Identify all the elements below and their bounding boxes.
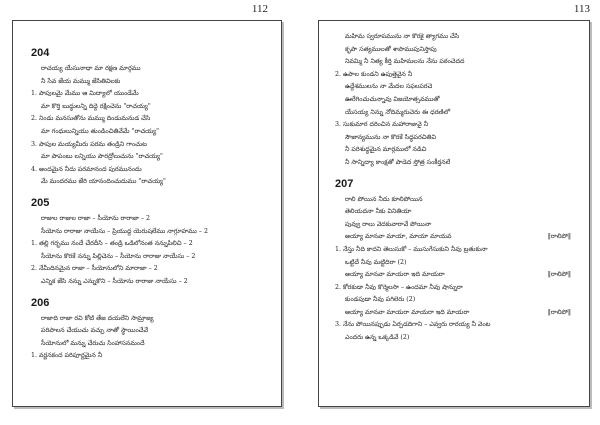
lyric-text: 1. పాపులమై మేము ఆ మిద్యాలో యుండేమే <box>31 90 139 98</box>
lyric-line <box>31 276 275 289</box>
lyric-line <box>335 132 583 145</box>
right-page <box>310 0 600 425</box>
lyric-text: తెలియదనా నీకు వినితియా <box>345 208 412 216</box>
lyric-text: నీ పరిశుద్ధమైన మార్గములో నడిచి <box>345 146 427 154</box>
lyric-line <box>31 338 275 351</box>
lyric-line <box>335 119 583 132</box>
lyric-text: నీ సాన్నిద్యా కాంక్షతో పాడెద స్తోత్ర సంకీర్తనలే <box>345 158 451 166</box>
lyric-line <box>31 251 275 264</box>
section-gap <box>31 363 275 367</box>
section-gap <box>335 345 583 349</box>
lyric-text: మా కొర్తి బుద్ధులన్ని దిద్దె రక్షించెను "రాచయ్య" <box>41 102 151 110</box>
page-number: 112 <box>251 3 268 15</box>
lyric-text: 2. కోరకుడా నీవు కొర్మెలసా – ఉందమా నీవు షాన్నురా <box>335 283 463 291</box>
lyric-text: 4. అందమైన నీదు పరమానంద పురమునందు <box>31 165 142 173</box>
lyric-line <box>31 226 275 239</box>
lyric-text: అయ్యా మానవా మాయా, మాయా మాయవ <box>345 233 452 241</box>
lyric-line <box>31 238 275 251</box>
lyric-line <box>335 282 583 295</box>
lyric-text: మా పాపంబు లన్నియు పారద్రోలుచును "రాచయ్య" <box>41 153 163 161</box>
lyric-line <box>31 176 275 189</box>
refrain-marker: ‖రాలిపో‖ <box>547 233 571 241</box>
lyric-text: 2. ఉపాల కుండని ఉపుత్తెవైన నీ <box>335 70 413 78</box>
right-page-content <box>335 31 583 349</box>
refrain-marker: ‖రాలిపో‖ <box>547 308 571 316</box>
lyric-line <box>31 88 275 101</box>
page-number: 113 <box>573 3 590 15</box>
lyric-text: ఉద్దేశములను నా మేదల సఫలపరచె <box>345 83 433 91</box>
lyric-line <box>335 69 583 82</box>
lyric-text: సీయోను కొరకే నన్ను పిల్లిచెను – సీయోను రారాజు నాయేసు – 2 <box>41 252 196 260</box>
lyric-line <box>335 206 583 219</box>
lyric-line <box>31 126 275 139</box>
lyric-text: రాజుల రాజుల రాజా – సీయోను రారాజా – 2 <box>41 214 151 222</box>
hymn-number: 204 <box>31 47 50 59</box>
lyric-text: సౌజాన్యమును నా కొరకే సిద్ధపరచితివి <box>345 133 436 141</box>
lyric-line <box>335 294 583 307</box>
lyric-text: ఎన్నిక జేసి నన్ను ఎన్నుకొని – సీయోను రారాజు నాయేసు – 2 <box>41 277 188 285</box>
section-gap <box>335 170 583 174</box>
lyric-text: అయ్యా మానవా మాయరా ఇది మాయరా <box>345 271 445 279</box>
lyric-text: ఎందరు ఉన్న ఒక్కడివే (2) <box>345 334 410 342</box>
lyric-text: 2. నిండు మనసుతోను మమ్ము దిండుమనుడ చేసి <box>31 115 151 123</box>
lyric-line <box>31 139 275 152</box>
lyric-text: 1. నేస్తు నీది కాదని తెలుసుకో – ముసుగేసుకుని నీవు బ్రతుకునా <box>335 245 488 253</box>
lyric-line <box>335 144 583 157</box>
lyric-line <box>31 313 275 326</box>
lyric-line <box>335 194 583 207</box>
lyric-line <box>335 332 583 345</box>
lyric-line <box>335 307 583 320</box>
left-page-content <box>31 43 275 367</box>
lyric-line <box>31 113 275 126</box>
lyric-line <box>335 81 583 94</box>
lyric-text: ఊరేగించుచున్నావు విజయోత్సవముతో <box>345 95 440 103</box>
lyric-text: రాచయ్య యేసునాధా మా రక్షణ మార్గము <box>41 65 141 72</box>
lyric-line <box>335 107 583 120</box>
lyric-line <box>335 231 583 244</box>
lyric-text: 1. వర్ణనకంద పరిపూర్ణమైన నీ <box>31 352 103 360</box>
page-frame <box>12 20 282 407</box>
section-gap <box>31 289 275 293</box>
lyric-line <box>31 63 275 76</box>
lyric-text: సీయోను రారాజు నాయేసు – ప్రియుద్ద యెరుషలేము నాగ్గూహము – 2 <box>41 227 208 235</box>
lyric-text: 1. తల్లి గర్భము నందే చేరదీసి – తండ్రి ఒడిలోనంత నన్నుపిలిచి – 2 <box>31 240 193 248</box>
page-frame <box>318 20 590 407</box>
lyric-line <box>335 319 583 332</box>
lyric-line <box>31 325 275 338</box>
refrain-marker: ‖రాలిపో‖ <box>547 271 571 279</box>
lyric-text: రాజాది రాజా రవి కోటి తేజ దయలేని సామ్రాజ్య <box>41 314 154 322</box>
lyric-text: నీ సేవ జేయ మమ్ము జేసితివిలకు <box>41 77 121 85</box>
lyric-line <box>335 56 583 69</box>
hymn-number: 205 <box>31 196 50 209</box>
hymn-number: 206 <box>31 296 50 309</box>
lyric-text: రాలి పోయిన నీదు కూలిపోయిన <box>345 195 423 203</box>
lyric-text: నివమ్మి నీ నిత్య కీర్తి మహిమలను నేను పఠంచెదద <box>345 58 465 66</box>
lyric-text: మే మందరము జేరి యానందించుదుము "రాచయ్య" <box>41 178 166 186</box>
lyric-text: కుండపుడా నీవు పగిలెరు (2) <box>345 296 416 304</box>
lyric-text: 2. నేమీదినమైన రాజా – సీయోనులోని మారాజా – 2 <box>31 265 158 273</box>
lyric-line <box>31 151 275 164</box>
lyric-text: 3. నేను పోయినప్పుడు ఏర్పడదిగాని – ఎవ్వరు రారయ్య నీ వెంట <box>335 321 491 329</box>
lyric-text: యేసయ్య నిన్ను నోదిమ్మరుచెరు ఈ ధరణిలో <box>345 108 451 116</box>
lyric-line <box>31 76 275 89</box>
lyric-text: మా గంధులున్నియు తుండించితివేమే "రాచయ్య" <box>41 127 159 135</box>
lyric-text: కృపా సత్యములతో శాపాముపునిస్తాపు <box>345 45 437 53</box>
lyric-line <box>31 101 275 114</box>
lyric-line <box>335 269 583 282</box>
lyric-text: 3. సుకుమార దరించిన మహారాజువై నీ <box>335 121 429 129</box>
lyric-line <box>31 263 275 276</box>
left-page <box>0 0 290 425</box>
lyric-line <box>335 31 583 44</box>
lyric-line <box>31 350 275 363</box>
lyric-text: పువ్వు రాలు వెదకువారావే పోయినా <box>345 220 432 228</box>
lyric-text: 3. పాపుల మయ్యమీరు పరమ తండ్రిని గాంచుట <box>31 140 148 148</box>
section-gap <box>31 189 275 193</box>
lyric-line <box>335 219 583 232</box>
hymn-number: 207 <box>335 177 354 190</box>
lyric-text: పరిపాలన చేయుచు వచ్చు నాతో స్థాయించేవే <box>41 327 149 335</box>
lyric-text: సీయోనులో మన్ను చేరుచు సింహాసనమందే <box>41 339 145 347</box>
lyric-line <box>31 213 275 226</box>
lyric-line <box>335 94 583 107</box>
lyric-text: ఒట్టిదే నీవు మట్టిదిరా (2) <box>345 258 407 266</box>
lyric-text: మహిమ స్వరూపమును నా కొరకై త్యాగము చేసి <box>345 33 460 40</box>
lyric-line <box>335 157 583 170</box>
lyric-line <box>335 257 583 270</box>
lyric-text: అయ్యా మానవా మాయరా మాయరా ఇది మాయరా <box>345 308 470 316</box>
lyric-line <box>31 164 275 177</box>
lyric-line <box>335 44 583 57</box>
lyric-line <box>335 244 583 257</box>
